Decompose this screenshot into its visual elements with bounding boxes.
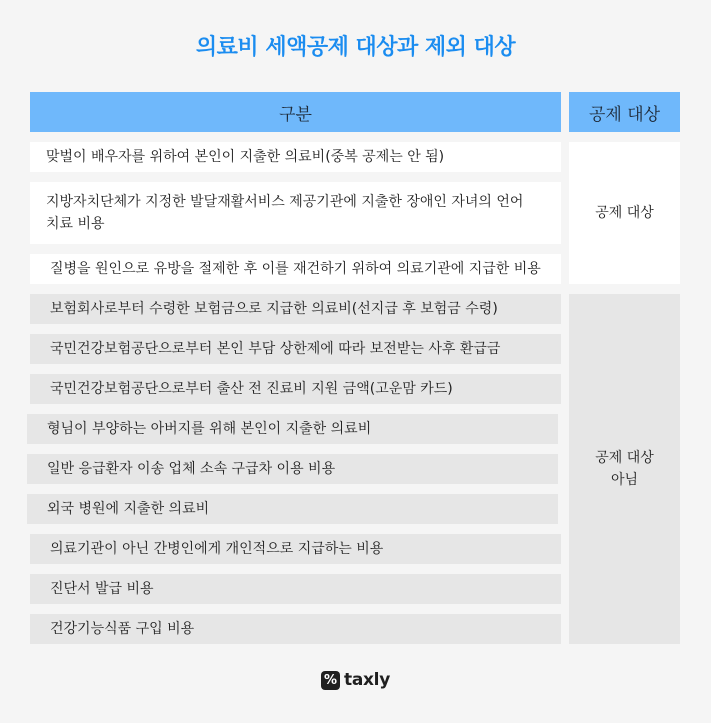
non-deductible-item: 진단서 발급 비용 (30, 574, 561, 604)
header-deductible: 공제 대상 (569, 92, 680, 132)
non-deductible-item: 일반 응급환자 이송 업체 소속 구급차 이용 비용 (27, 454, 558, 484)
deductible-item: 질병을 원인으로 유방을 절제한 후 이를 재건하기 위하여 의료기관에 지급한 비용 (30, 254, 561, 284)
page-title: 의료비 세액공제 대상과 제외 대상 (195, 35, 516, 60)
percent-icon: % (321, 671, 340, 690)
non-deductible-item: 형님이 부양하는 아버지를 위해 본인이 지출한 의료비 (27, 414, 558, 444)
deductible-item: 지방자치단체가 지정한 발달재활서비스 제공기관에 지출한 장애인 자녀의 언어치료 비용 (30, 182, 561, 244)
non-deductible-label-line1: 공제 대상 (595, 450, 654, 466)
non-deductible-label-line2: 아님 (610, 472, 639, 488)
non-deductible-item: 국민건강보험공단으로부터 본인 부담 상한제에 따라 보전받는 사후 환급금 (30, 334, 561, 364)
non-deductible-item: 의료기관이 아닌 간병인에게 개인적으로 지급하는 비용 (30, 534, 561, 564)
header-category: 구분 (30, 92, 561, 132)
logo-text: taxly (344, 670, 390, 690)
taxly-logo (0, 670, 711, 690)
non-deductible-item: 건강기능식품 구입 비용 (30, 614, 561, 644)
non-deductible-item: 국민건강보험공단으로부터 출산 전 진료비 지원 금액(고운맘 카드) (30, 374, 561, 404)
non-deductible-item: 외국 병원에 지출한 의료비 (27, 494, 558, 524)
non-deductible-label (569, 294, 680, 644)
deductible-label: 공제 대상 (569, 142, 680, 284)
deductible-item: 맞벌이 배우자를 위하여 본인이 지출한 의료비(중복 공제는 안 됨) (30, 142, 561, 172)
non-deductible-item: 보험회사로부터 수령한 보험금으로 지급한 의료비(선지급 후 보험금 수령) (30, 294, 561, 324)
